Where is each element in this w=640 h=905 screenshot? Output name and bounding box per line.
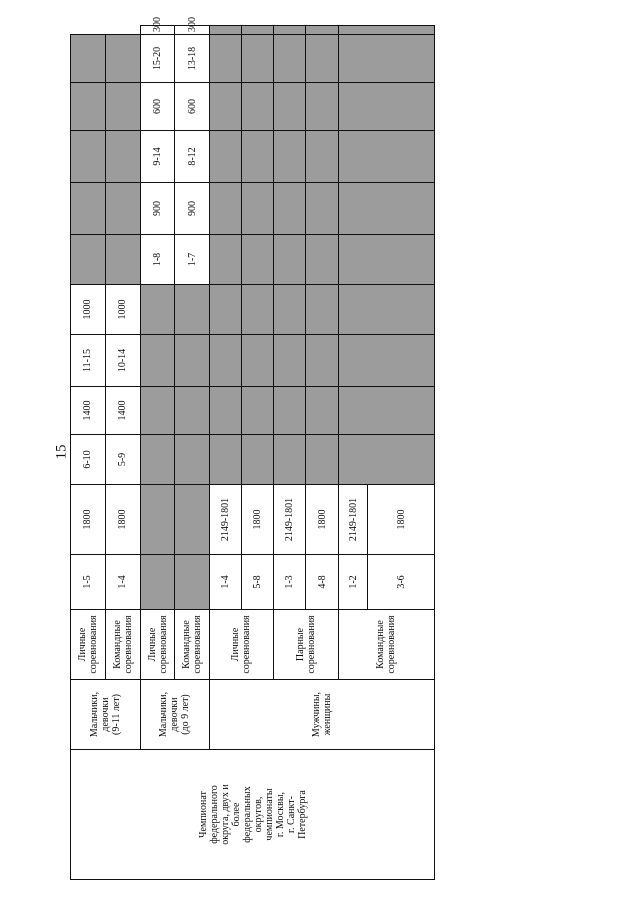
shaded-cell — [175, 387, 210, 435]
type-team: Командные соревнования — [338, 610, 434, 680]
shaded-cell — [306, 35, 339, 83]
shaded-cell — [273, 83, 306, 131]
group-men-women: Мужчины, женщины — [210, 680, 435, 750]
shaded-cell — [71, 131, 106, 183]
shaded-cell — [241, 335, 273, 387]
shaded-cell — [175, 335, 210, 387]
shaded-cell — [210, 285, 242, 335]
shaded-cell — [338, 335, 434, 387]
places-cell: 5-9 — [105, 435, 140, 485]
shaded-cell — [241, 435, 273, 485]
rating-cell: 300 — [140, 26, 175, 35]
shaded-cell — [71, 35, 106, 83]
shaded-cell — [140, 485, 175, 555]
shaded-cell — [273, 183, 306, 235]
rating-cell: 900 — [140, 183, 175, 235]
shaded-cell — [273, 35, 306, 83]
rating-cell: 1800 — [71, 485, 106, 555]
rating-cell: 1400 — [71, 387, 106, 435]
rating-cell: 1000 — [105, 285, 140, 335]
shaded-cell — [306, 183, 339, 235]
places-cell: 1-3 — [273, 555, 306, 610]
shaded-cell — [140, 285, 175, 335]
shaded-cell — [338, 435, 434, 485]
rating-cell: 2149-1801 — [338, 485, 368, 555]
shaded-cell — [241, 26, 273, 35]
places-cell: 1-2 — [338, 555, 368, 610]
shaded-cell — [338, 131, 434, 183]
group-boys-girls-under-9: Мальчики, девочки (до 9 лет) — [140, 680, 210, 750]
shaded-cell — [338, 26, 434, 35]
shaded-cell — [338, 235, 434, 285]
places-cell: 4-8 — [306, 555, 339, 610]
rating-cell: 1400 — [105, 387, 140, 435]
places-cell: 1-8 — [140, 235, 175, 285]
shaded-cell — [306, 131, 339, 183]
shaded-cell — [306, 435, 339, 485]
shaded-cell — [241, 285, 273, 335]
rating-cell: 1800 — [241, 485, 273, 555]
shaded-cell — [241, 235, 273, 285]
type-individual: Личные соревнования — [71, 610, 106, 680]
shaded-cell — [210, 131, 242, 183]
places-cell: 11-15 — [71, 335, 106, 387]
shaded-cell — [273, 435, 306, 485]
shaded-cell — [210, 435, 242, 485]
rating-cell: 300 — [175, 26, 210, 35]
region-title: Чемпионат федерального округа, двух и более федеральных округов, чемпионаты г. Москвы, г. Санкт- Петербурга — [71, 750, 435, 880]
places-cell: 5-8 — [241, 555, 273, 610]
shaded-cell — [241, 35, 273, 83]
rotated-table-container — [70, 17, 435, 880]
shaded-cell — [140, 335, 175, 387]
shaded-cell — [338, 387, 434, 435]
shaded-cell — [105, 183, 140, 235]
shaded-cell — [338, 285, 434, 335]
shaded-cell — [338, 183, 434, 235]
shaded-cell — [210, 83, 242, 131]
shaded-cell — [105, 131, 140, 183]
shaded-cell — [338, 83, 434, 131]
shaded-cell — [71, 183, 106, 235]
table-row — [71, 26, 106, 880]
shaded-cell — [306, 285, 339, 335]
type-pair: Парные соревнования — [273, 610, 338, 680]
shaded-cell — [140, 435, 175, 485]
shaded-cell — [273, 235, 306, 285]
shaded-cell — [140, 555, 175, 610]
shaded-cell — [273, 131, 306, 183]
shaded-cell — [175, 285, 210, 335]
shaded-cell — [306, 83, 339, 131]
places-cell: 10-14 — [105, 335, 140, 387]
shaded-cell — [241, 183, 273, 235]
shaded-cell — [105, 35, 140, 83]
shaded-cell — [306, 387, 339, 435]
shaded-cell — [210, 26, 242, 35]
places-cell: 8-12 — [175, 131, 210, 183]
shaded-cell — [140, 387, 175, 435]
shaded-cell — [210, 235, 242, 285]
places-cell: 1-5 — [71, 555, 106, 610]
rating-cell: 1800 — [306, 485, 339, 555]
places-cell: 3-6 — [368, 555, 435, 610]
shaded-cell — [210, 183, 242, 235]
shaded-cell — [210, 35, 242, 83]
type-individual: Личные соревнования — [210, 610, 273, 680]
group-boys-girls-9-11: Мальчики, девочки (9-11 лет) — [71, 680, 141, 750]
page-number: 15 — [53, 444, 69, 460]
shaded-cell — [175, 485, 210, 555]
rating-cell: 1800 — [368, 485, 435, 555]
shaded-cell — [175, 435, 210, 485]
shaded-cell — [71, 83, 106, 131]
type-individual: Личные соревнования — [140, 610, 175, 680]
shaded-cell — [210, 387, 242, 435]
shaded-cell — [210, 335, 242, 387]
ranking-table — [70, 17, 435, 880]
shaded-cell — [273, 387, 306, 435]
places-cell: 9-14 — [140, 131, 175, 183]
shaded-cell — [273, 335, 306, 387]
shaded-cell — [306, 26, 339, 35]
rating-cell: 900 — [175, 183, 210, 235]
rating-cell: 2149-1801 — [210, 485, 242, 555]
places-cell: 1-7 — [175, 235, 210, 285]
shaded-cell — [241, 83, 273, 131]
shaded-cell — [105, 83, 140, 131]
rating-cell: 1800 — [105, 485, 140, 555]
rating-cell: 600 — [140, 83, 175, 131]
shaded-cell — [71, 235, 106, 285]
places-cell: 13-18 — [175, 35, 210, 83]
shaded-cell — [306, 335, 339, 387]
shaded-cell — [273, 26, 306, 35]
shaded-cell — [175, 555, 210, 610]
shaded-cell — [338, 35, 434, 83]
places-cell: 1-4 — [210, 555, 242, 610]
rating-cell: 1000 — [71, 285, 106, 335]
rating-cell: 600 — [175, 83, 210, 131]
places-cell: 6-10 — [71, 435, 106, 485]
shaded-cell — [241, 131, 273, 183]
shaded-cell — [273, 285, 306, 335]
type-team: Командные соревнования — [105, 610, 140, 680]
rating-cell: 2149-1801 — [273, 485, 306, 555]
shaded-cell — [306, 235, 339, 285]
places-cell: 1-4 — [105, 555, 140, 610]
shaded-cell — [105, 235, 140, 285]
type-team: Командные соревнования — [175, 610, 210, 680]
shaded-cell — [241, 387, 273, 435]
places-cell: 15-20 — [140, 35, 175, 83]
